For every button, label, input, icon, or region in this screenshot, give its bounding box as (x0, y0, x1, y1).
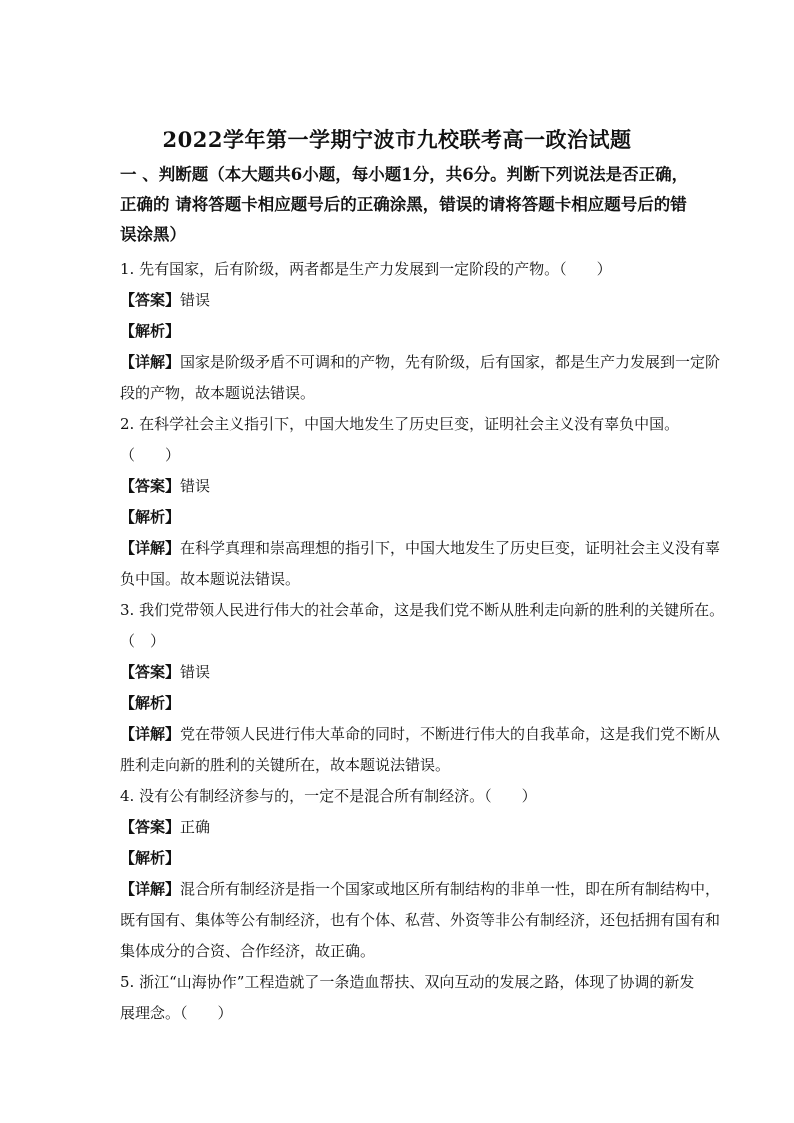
question-5 (120, 967, 695, 1029)
section-heading-line: 一 、判断题（本大题共6小题，每小题1分，共6分。判断下列说法是否正确， (120, 165, 689, 184)
answer-value: 错误 (180, 663, 211, 681)
document-title: 2022学年第一学期宁波市九校联考高一政治试题 (162, 127, 632, 152)
questions-list (120, 254, 725, 1029)
detail-label: 【详解】 (120, 353, 181, 371)
detail-label: 【详解】 (120, 880, 181, 898)
detail-text: 集体成分的合资、合作经济，故正确。 (120, 942, 376, 960)
question-3 (120, 595, 725, 781)
detail-text: 段的产物，故本题说法错误。 (120, 384, 316, 402)
question-2 (120, 409, 721, 595)
detail-line (120, 533, 721, 564)
answer-label: 【答案】 (120, 477, 181, 495)
analysis-label: 【解析】 (120, 694, 181, 712)
answer-value: 错误 (180, 291, 211, 309)
analysis-label: 【解析】 (120, 849, 181, 867)
analysis-label: 【解析】 (120, 508, 181, 526)
answer-line (120, 657, 680, 688)
detail-text: 既有国有、集体等公有制经济，也有个体、私营、外资等非公有制经济，还包括拥有国有和 (120, 911, 721, 929)
question-stem: 5. 浙江“山海协作”工程造就了一条造血帮扶、双向互动的发展之路，体现了协调的新发 (120, 973, 695, 991)
answer-label: 【答案】 (120, 291, 181, 309)
answer-label: 【答案】 (120, 818, 181, 836)
detail-label: 【详解】 (120, 539, 181, 557)
question-stem: 3. 我们党带领人民进行伟大的社会革命，这是我们党不断从胜利走向新的胜利的关键所在。 (120, 601, 725, 619)
detail-label: 【详解】 (120, 725, 181, 743)
question-stem: 4. 没有公有制经济参与的，一定不是混合所有制经济。（ ） (120, 787, 537, 805)
detail-text: 负中国。故本题说法错误。 (120, 570, 301, 588)
question-stem: （ ） (120, 446, 181, 464)
detail-text: 党在带领人民进行伟大革命的同时，不断进行伟大的自我革命，这是我们党不断从 (180, 725, 721, 743)
section-heading (120, 160, 689, 250)
detail-line (120, 719, 721, 750)
answer-line (120, 471, 680, 502)
detail-line (120, 874, 721, 905)
question-stem: 2. 在科学社会主义指引下，中国大地发生了历史巨变，证明社会主义没有辜负中国。 (120, 415, 680, 433)
detail-text: 在科学真理和崇高理想的指引下，中国大地发生了历史巨变，证明社会主义没有辜 (180, 539, 721, 557)
detail-line (120, 347, 721, 378)
answer-value: 正确 (180, 818, 211, 836)
question-stem: （ ） (120, 632, 166, 650)
answer-value: 错误 (180, 477, 211, 495)
detail-text: 国家是阶级矛盾不可调和的产物，先有阶级，后有国家，都是生产力发展到一定阶 (180, 353, 721, 371)
question-4 (120, 781, 721, 967)
section-heading-line: 误涂黑） (120, 225, 186, 244)
answer-label: 【答案】 (120, 663, 181, 681)
section-heading-line: 正确的 请将答题卡相应题号后的正确涂黑，错误的请将答题卡相应题号后的错 (120, 195, 687, 214)
detail-text: 胜利走向新的胜利的关键所在，故本题说法错误。 (120, 756, 451, 774)
detail-text: 混合所有制经济是指一个国家或地区所有制结构的非单一性，即在所有制结构中， (180, 880, 721, 898)
question-stem: 1. 先有国家，后有阶级，两者都是生产力发展到一定阶段的产物。（ ） (120, 260, 612, 278)
question-1 (120, 254, 721, 409)
question-stem: 展理念。（ ） (120, 1004, 233, 1022)
answer-line (120, 812, 680, 843)
answer-line (120, 285, 680, 316)
analysis-label: 【解析】 (120, 322, 181, 340)
